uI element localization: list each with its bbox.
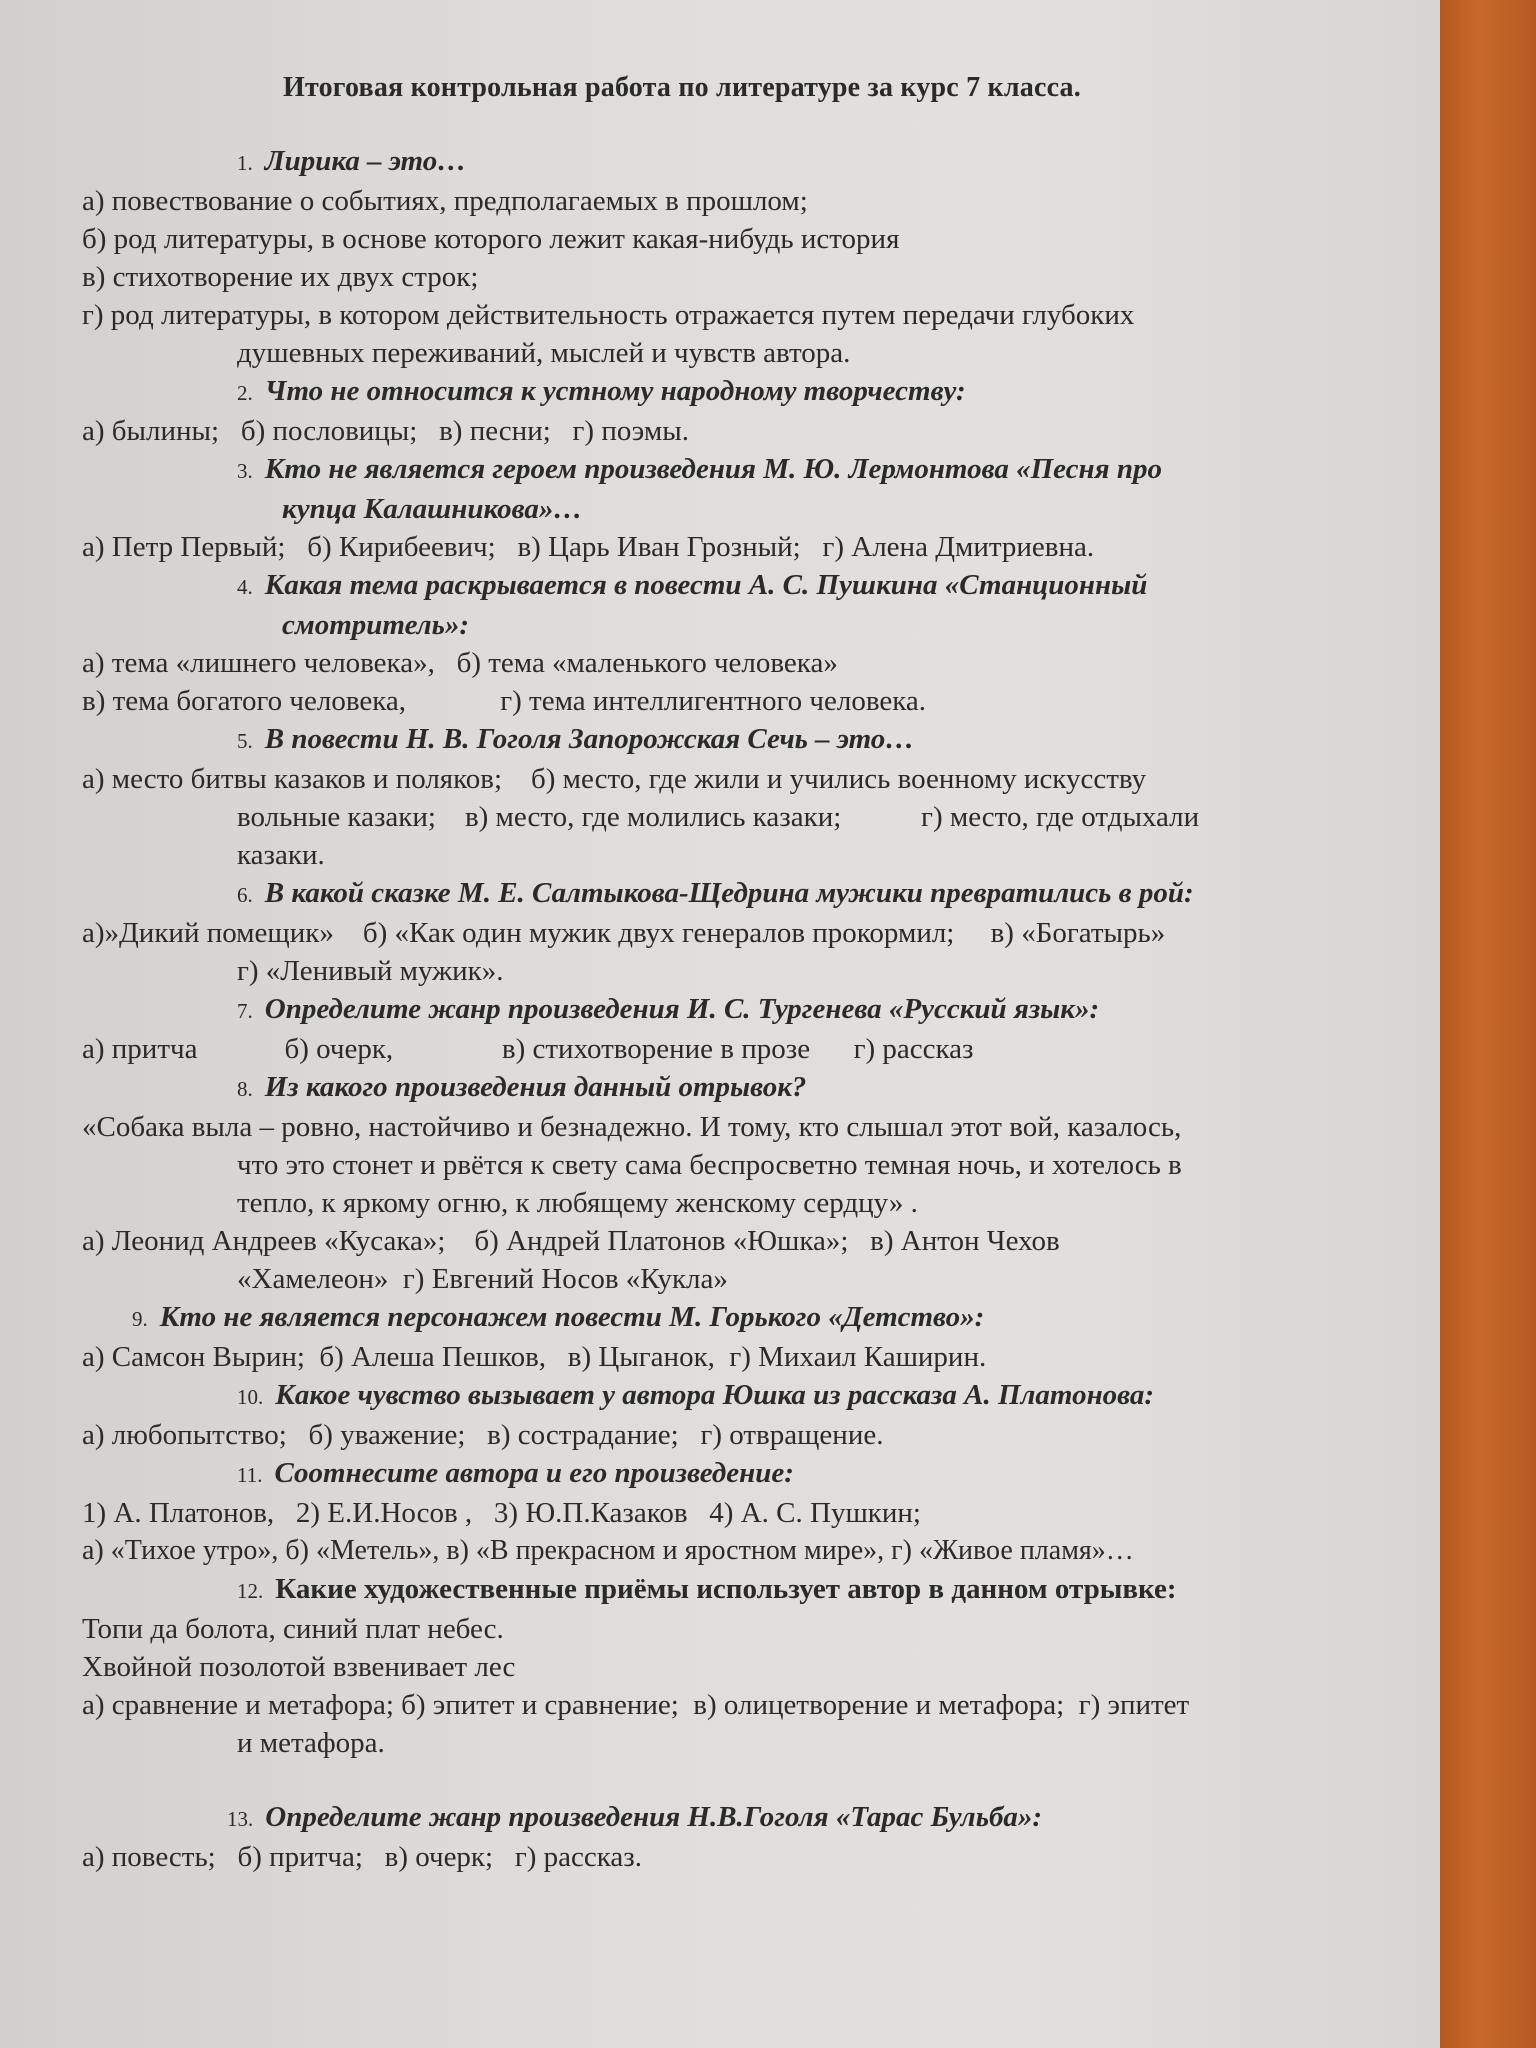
answer-option: а) сравнение и метафора; б) эпитет и сравнение; в) олицетворение и метафора; г) эпитет — [82, 1689, 1190, 1721]
answer-options: а) любопытство; б) уважение; в) сострадание; г) отвращение. — [82, 1419, 884, 1451]
question-9 — [82, 1298, 1462, 1338]
question-number: 1. — [237, 151, 253, 175]
answer-options: а) Петр Первый; б) Кирибеевич; в) Царь Иван Грозный; г) Алена Дмитриевна. — [82, 531, 1095, 563]
question-text: В повести Н. В. Гоголя Запорожская Сечь – это… — [264, 723, 915, 755]
answer-option-continued: «Хамелеон» г) Евгений Носов «Кукла» — [237, 1263, 728, 1295]
question-number: 7. — [237, 999, 253, 1023]
quote-line: тепло, к яркому огню, к любящему женскому сердцу» . — [237, 1187, 918, 1219]
question-6 — [82, 874, 1462, 914]
question-2 — [82, 372, 1462, 412]
question-number: 10. — [237, 1385, 264, 1409]
question-10 — [82, 1376, 1462, 1416]
question-number: 2. — [237, 381, 253, 405]
answer-option: а) место битвы казаков и поляков; б) место, где жили и учились военному искусству — [82, 763, 1147, 795]
answer-option: а) повествование о событиях, предполагаемых в прошлом; — [82, 185, 808, 217]
question-13 — [82, 1798, 1462, 1838]
quote-line: что это стонет и рвётся к свету сама беспросветно темная ночь, и хотелось в — [237, 1149, 1182, 1181]
question-text: Какая тема раскрывается в повести А. С. Пушкина «Станционный — [264, 569, 1148, 601]
question-5 — [82, 720, 1462, 760]
answer-option: в) стихотворение их двух строк; — [82, 261, 479, 293]
spacer — [82, 1762, 1462, 1798]
question-number: 5. — [237, 729, 253, 753]
question-text: В какой сказке М. Е. Салтыкова-Щедрина мужики превратились в рой: — [264, 877, 1194, 909]
question-3 — [82, 450, 1462, 528]
test-document — [82, 72, 1462, 1876]
question-text: Лирика – это… — [264, 145, 467, 177]
question-text: Какое чувство вызывает у автора Юшка из рассказа А. Платонова: — [275, 1379, 1155, 1411]
works-list: а) «Тихое утро», б) «Метель», в) «В прекрасном и яростном мире», г) «Живое пламя»… — [82, 1535, 1134, 1566]
question-text: Какие художественные приёмы использует автор в данном отрывке: — [275, 1573, 1177, 1605]
answer-option: а)»Дикий помещик» б) «Как один мужик двух генералов прокормил; в) «Богатырь» — [82, 917, 1166, 949]
answer-options: а) притча б) очерк, в) стихотворение в прозе г) рассказ — [82, 1033, 974, 1065]
question-text: Что не относится к устному народному творчеству: — [264, 375, 966, 407]
question-text: Определите жанр произведения Н.В.Гоголя «Тарас Бульба»: — [265, 1801, 1043, 1833]
verse-line: Хвойной позолотой взвенивает лес — [82, 1651, 516, 1683]
quote-line: «Собака выла – ровно, настойчиво и безнадежно. И тому, кто слышал этот вой, казалось, — [82, 1111, 1182, 1143]
verse-line: Топи да болота, синий плат небес. — [82, 1613, 504, 1645]
answer-option-continued: казаки. — [237, 839, 325, 871]
page-title: Итоговая контрольная работа по литературе за курс 7 класса. — [283, 72, 1081, 103]
answer-option-continued: г) «Ленивый мужик». — [237, 955, 504, 987]
answer-option: г) род литературы, в котором действительность отражается путем передачи глубоких — [82, 299, 1135, 331]
question-text-continued: смотритель»: — [282, 609, 470, 641]
answer-options: а) былины; б) пословицы; в) песни; г) поэмы. — [82, 415, 689, 447]
question-11 — [82, 1454, 1462, 1494]
question-text: Соотнесите автора и его произведение: — [274, 1457, 794, 1489]
answer-option: б) род литературы, в основе которого лежит какая-нибудь история — [82, 223, 900, 255]
answer-options: а) повесть; б) притча; в) очерк; г) рассказ. — [82, 1841, 642, 1873]
answer-option: а) тема «лишнего человека», б) тема «маленького человека» — [82, 647, 838, 679]
question-number: 12. — [237, 1579, 264, 1603]
question-4 — [82, 566, 1462, 644]
question-text: Кто не является героем произведения М. Ю. Лермонтова «Песня про — [264, 453, 1162, 485]
question-text: Кто не является персонажем повести М. Горького «Детство»: — [159, 1301, 985, 1333]
question-text: Из какого произведения данный отрывок? — [264, 1071, 807, 1103]
answer-option-continued: вольные казаки; в) место, где молились казаки; г) место, где отдыхали — [237, 801, 1200, 833]
authors-list: 1) А. Платонов, 2) Е.И.Носов , 3) Ю.П.Казаков 4) А. С. Пушкин; — [82, 1497, 921, 1529]
question-number: 8. — [237, 1077, 253, 1101]
question-number: 13. — [227, 1807, 254, 1831]
answer-option-continued: душевных переживаний, мыслей и чувств автора. — [237, 337, 851, 369]
question-8 — [82, 1068, 1462, 1108]
question-number: 6. — [237, 883, 253, 907]
answer-option: в) тема богатого человека, г) тема интеллигентного человека. — [82, 685, 927, 717]
answer-options: а) Самсон Вырин; б) Алеша Пешков, в) Цыганок, г) Михаил Каширин. — [82, 1341, 987, 1373]
question-text-continued: купца Калашникова»… — [282, 493, 583, 525]
question-number: 3. — [237, 459, 253, 483]
question-text: Определите жанр произведения И. С. Тургенева «Русский язык»: — [264, 993, 1100, 1025]
question-number: 11. — [237, 1463, 263, 1487]
answer-option-continued: и метафора. — [237, 1727, 385, 1759]
question-number: 4. — [237, 575, 253, 599]
question-12 — [82, 1570, 1462, 1610]
question-number: 9. — [132, 1307, 148, 1331]
answer-option: а) Леонид Андреев «Кусака»; б) Андрей Платонов «Юшка»; в) Антон Чехов — [82, 1225, 1060, 1257]
question-1 — [82, 142, 1462, 182]
question-7 — [82, 990, 1462, 1030]
